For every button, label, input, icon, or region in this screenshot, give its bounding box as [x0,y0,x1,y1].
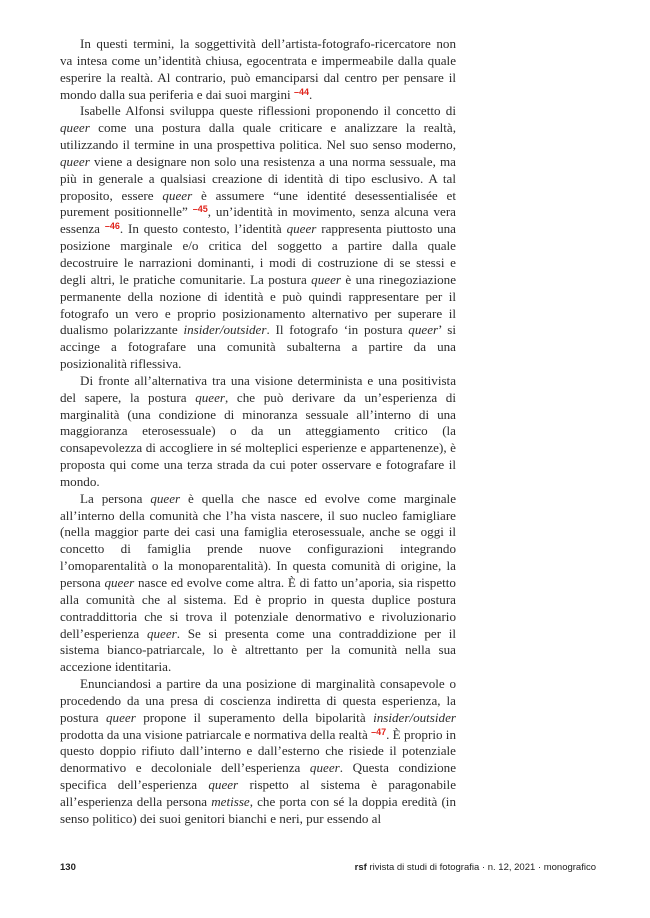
page-footer [60,862,596,876]
italic-term: queer [195,389,226,405]
italic-term: queer [162,187,193,203]
italic-term: insider/outsider [183,322,267,338]
paragraph: In questi termini, la soggettività dell’artista-fotografo-ricercatore non va intesa come un’identità chiusa, egocentrata e impermeabile dalla quale esperire la realtà. Al contrario, può emanciparsi dal centro per pensare il mondo dalla sua periferia e dai suoi margini $^{-44}$. [60,36,456,102]
paragraph: Isabelle Alfonsi sviluppa queste riflessioni proponendo il concetto di queer come una postura dalla quale criticare e analizzare la realtà, utilizzando il termine in una prospettiva politica. Nel suo senso moderno, queer viene a designare non solo una resistenza a una norma sessuale, ma più in generale a qualsiasi creazione di identità di tipo esclusivo. A tal proposito, essere queer è assumere “une identité desessentialisée et purement positionnelle” $^{-45}$, un’identità in movimento, senza alcuna vera essenza $^{-46}$. In questo contesto, l’identità queer rappresenta piuttosto una posizione marginale e/o critica del soggetto a partire dalla quale decostruire le narrazioni dominanti, i modi di costruzione di se stessi e degli altri, le pratiche comunitarie. La postura queer è una rinegoziazione permanente della nozione di identità e può quindi rappresentare per il fotografo un vero e proprio posizionamento alternativo per superare il dualismo polarizzante insider/outsider. Il fotografo ‘in postura queer’ si accinge a fotografare una comunità subalterna a partire da una posizionalità riflessiva. [60,103,457,372]
article-body [60,36,456,828]
italic-term: queer [311,271,341,287]
journal-brand: rsf [354,862,367,873]
italic-term: queer [146,625,177,641]
italic-term: queer [208,777,239,793]
footnote-ref[interactable]: –47 [371,726,387,737]
italic-term: queer [105,709,136,725]
italic-term: queer [60,120,90,136]
footnote-ref[interactable]: –44 [293,86,309,97]
italic-term: metisse [211,793,250,809]
paragraph: La persona queer è quella che nasce ed evolve come marginale all’interno della comunità che l’ha vista nascere, il suo nucleo famigliare (nella maggior parte dei casi una famiglia eterosessuale, anche se oggi il concetto di famiglia prende nuove configurazioni integrando l’omoparentalità o la monoparentalità). In questa comunità di origine, la persona queer nasce ed evolve come altra. È di fatto un’aporia, sia rispetto alla comunità che al sistema. Ed è proprio in questa duplice postura contraddittoria che si trova il potenziale denormativo e rivoluzionario dell’esperienza queer. Se si presenta come una contraddizione per il sistema bianco-patriarcale, lo è altrettanto per la comunità nella sua accezione identitaria. [60,490,457,675]
italic-term: queer [309,760,340,776]
paragraph: Di fronte all’alternativa tra una visione determinista e una positivista del sapere, la postura queer, che può derivare da un’esperienza di marginalità (una condizione di minoranza sessuale all’interno di una maggioranza eterosessuale) o da un atteggiamento critico (la consapevolezza di accogliere in sé molteplici esperienze e appartenenze), è proposta qui come una terza strada da cui poter osservare e fotografare il mondo. [60,372,456,489]
italic-term: queer [150,490,181,506]
footnote-ref[interactable]: –46 [104,221,120,232]
italic-term: queer [60,153,90,169]
footnote-ref[interactable]: –45 [192,204,208,215]
paragraph: Enunciandosi a partire da una posizione di marginalità consapevole o procedendo da una presa di coscienza indiretta di questa esperienza, la postura queer propone il superamento della bipolarità insider/outsider prodotta da una visione patriarcale e normativa della realtà $^{-47}$. È proprio in questo doppio rifiuto dall’interno e dall’esterno che risiede il potenziale denormativo e decoloniale dell’esperienza queer. Questa condizione specifica dell’esperienza queer rispetto al sistema è paragonabile all’esperienza della persona metisse, che porta con sé la doppia eredità (in senso politico) dei suoi genitori bianchi e neri, pur essendo al [60,676,457,826]
italic-term: insider/outsider [373,709,456,725]
page-number: 130 [60,862,76,873]
italic-term: queer [104,575,135,590]
journal-description: rivista di studi di fotografia · n. 12, 2021 · monografico [366,862,596,873]
italic-term: queer [286,221,317,237]
journal-title [355,862,596,873]
italic-term: queer [408,322,439,338]
